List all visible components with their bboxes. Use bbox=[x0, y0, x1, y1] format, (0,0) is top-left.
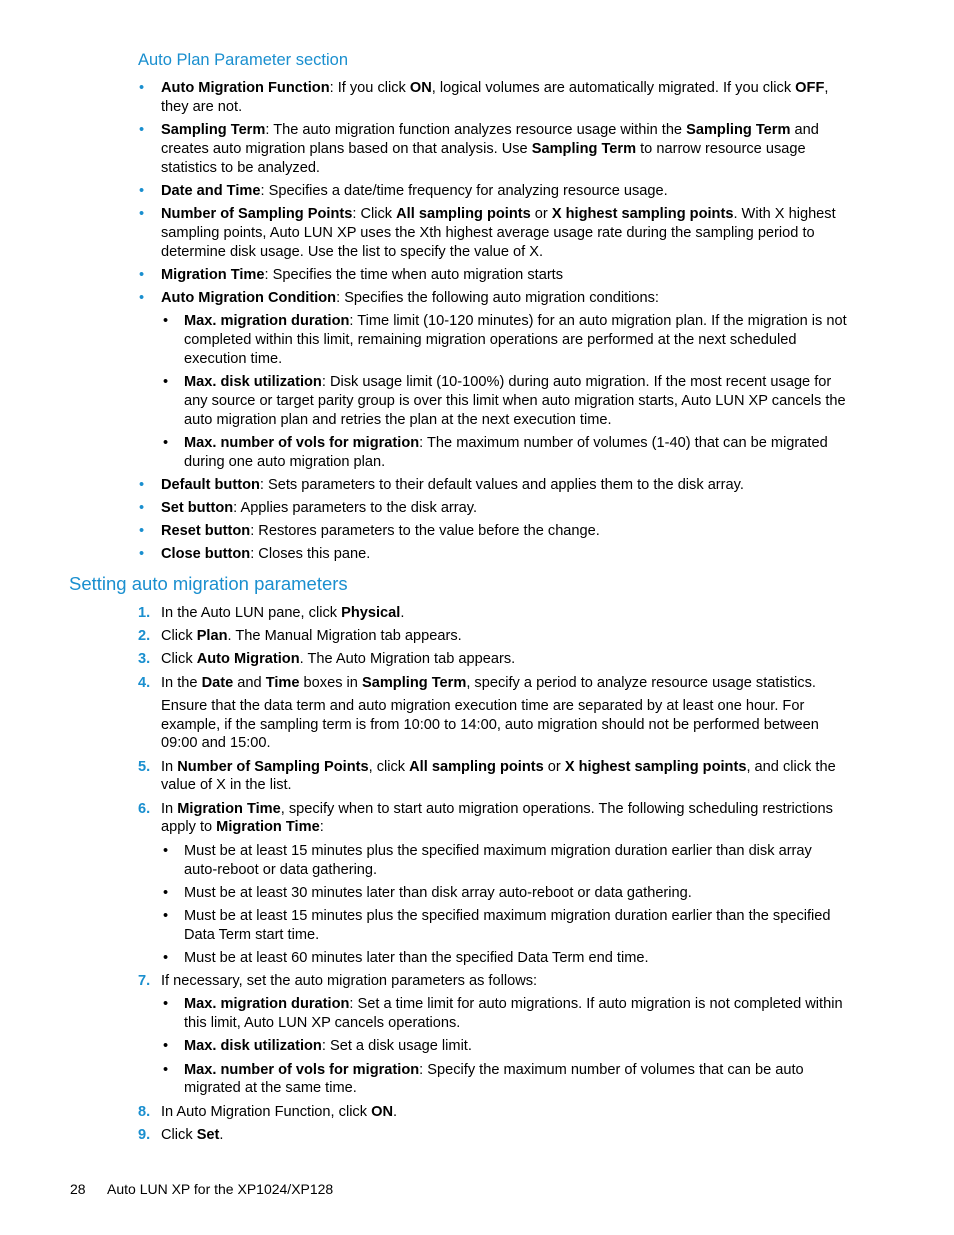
bold-term: Auto Migration bbox=[196, 651, 300, 668]
section-heading: Auto Plan Parameter section bbox=[138, 51, 349, 69]
item-text: Must be at least 60 minutes later than the specified Data Term end time. bbox=[184, 949, 649, 966]
list-item bbox=[138, 499, 848, 518]
bold-term: Sampling Term bbox=[686, 121, 791, 138]
step-text: Click Set. bbox=[161, 1126, 224, 1143]
step-note: Ensure that the data term and auto migration execution time are separated by at least one hour. For example, if the sampling term is from 10:00 to 14:00, auto migration should not be performed between 09:00 and 15:00. bbox=[161, 697, 819, 752]
sub-list bbox=[161, 995, 848, 1098]
bold-term: ON bbox=[371, 1103, 393, 1120]
step-number: 1. bbox=[138, 605, 151, 621]
bullet-marker: • bbox=[163, 884, 169, 901]
bullet-marker: • bbox=[139, 476, 145, 493]
procedure-heading: Setting auto migration parameters bbox=[69, 573, 348, 594]
item-text: Number of Sampling Points: Click All sampling points or X highest sampling points. With X highest sampling points, Auto LUN XP uses the Xth highest average usage rate during the sampling period to determine disk usage. Use the list to specify the value of X. bbox=[161, 205, 836, 260]
bold-term: All sampling points bbox=[409, 758, 544, 775]
bold-term: Reset button bbox=[161, 523, 251, 540]
step-text: In Migration Time, specify when to start auto migration operations. The following scheduling restrictions apply to Migration Time: bbox=[161, 800, 833, 836]
list-item bbox=[138, 121, 848, 177]
sub-list-item bbox=[161, 949, 848, 968]
bold-term: X highest sampling points bbox=[551, 205, 734, 222]
sub-list bbox=[161, 312, 848, 471]
step-text: Click Plan. The Manual Migration tab appears. bbox=[161, 628, 462, 645]
step-item bbox=[138, 972, 848, 1098]
bullet-marker: • bbox=[139, 80, 145, 96]
bold-term: Number of Sampling Points bbox=[161, 205, 353, 222]
step-text: In Number of Sampling Points, click All sampling points or X highest sampling points, and click the value of X in the list. bbox=[161, 758, 836, 794]
sub-list-item bbox=[161, 907, 848, 945]
parameter-list bbox=[138, 79, 848, 569]
step-number: 7. bbox=[138, 973, 151, 990]
list-item bbox=[138, 182, 848, 201]
step-text: If necessary, set the auto migration parameters as follows: bbox=[161, 973, 538, 990]
bullet-marker: • bbox=[139, 121, 145, 138]
bold-term: Migration Time bbox=[216, 819, 320, 836]
step-item bbox=[138, 758, 848, 796]
bold-term: Max. disk utilization bbox=[184, 1038, 322, 1055]
sub-list bbox=[161, 842, 848, 968]
list-item bbox=[138, 545, 848, 564]
bold-term: Physical bbox=[341, 605, 401, 621]
bullet-marker: • bbox=[139, 500, 145, 517]
bullet-marker: • bbox=[139, 182, 145, 199]
bold-term: Max. number of vols for migration bbox=[184, 1061, 420, 1078]
bullet-marker: • bbox=[139, 546, 145, 563]
bold-term: Default button bbox=[161, 476, 260, 493]
item-text: Max. disk utilization: Disk usage limit (10-100%) during auto migration. If the most recent usage for any source or target parity group is over this limit when auto migration starts, Auto LUN XP cancels the auto migration plan and retries the plan at the next execution time. bbox=[184, 374, 846, 428]
bold-term: Plan bbox=[196, 628, 228, 645]
list-item bbox=[138, 476, 848, 495]
bold-term: Auto Migration Condition bbox=[161, 289, 337, 306]
item-text: Max. migration duration: Time limit (10-120 minutes) for an auto migration plan. If the migration is not completed within this limit, remaining migration operations are performed at the next scheduled execution time. bbox=[184, 313, 847, 367]
sub-list-item bbox=[161, 1037, 848, 1056]
step-item bbox=[138, 800, 848, 968]
bold-term: Max. disk utilization bbox=[184, 374, 322, 390]
bold-term: Max. number of vols for migration bbox=[184, 434, 420, 451]
page-number: 28 bbox=[70, 1181, 86, 1197]
bullet-marker: • bbox=[139, 205, 145, 222]
bullet-marker: • bbox=[163, 842, 169, 859]
bullet-marker: • bbox=[163, 313, 169, 330]
bold-term: Date and Time bbox=[161, 182, 261, 199]
step-number: 8. bbox=[138, 1103, 151, 1120]
bold-term: Sampling Term bbox=[361, 674, 467, 691]
bullet-marker: • bbox=[163, 1061, 169, 1078]
list-item bbox=[138, 205, 848, 261]
bullet-marker: • bbox=[139, 266, 145, 283]
step-text: In Auto Migration Function, click ON. bbox=[161, 1103, 398, 1120]
bullet-marker: • bbox=[163, 949, 169, 966]
list-item bbox=[138, 266, 848, 285]
step-text: In the Date and Time boxes in Sampling Term, specify a period to analyze resource usage statistics. bbox=[161, 674, 816, 691]
sub-list-item bbox=[161, 842, 848, 880]
bold-term: Set bbox=[196, 1126, 220, 1143]
item-text: Max. disk utilization: Set a disk usage limit. bbox=[184, 1038, 472, 1055]
item-text: Max. migration duration: Set a time limit for auto migrations. If auto migration is not completed within this limit, Auto LUN XP cancels operations. bbox=[184, 996, 843, 1032]
item-text: Must be at least 15 minutes plus the specified maximum migration duration earlier than disk array auto-reboot or data gathering. bbox=[184, 842, 812, 878]
bold-term: Date bbox=[201, 674, 234, 691]
sub-list-item bbox=[161, 434, 848, 472]
bullet-marker: • bbox=[139, 289, 145, 306]
bullet-marker: • bbox=[163, 996, 169, 1013]
step-item bbox=[138, 1103, 848, 1122]
bullet-marker: • bbox=[163, 1038, 169, 1055]
bold-term: ON bbox=[409, 80, 432, 96]
bold-term: Max. migration duration bbox=[184, 313, 350, 330]
bold-term: Close button bbox=[161, 546, 251, 563]
sub-list-item bbox=[161, 1061, 848, 1099]
step-text: Click Auto Migration. The Auto Migration tab appears. bbox=[161, 651, 516, 668]
footer-title: Auto LUN XP for the XP1024/XP128 bbox=[107, 1181, 334, 1197]
bullet-marker: • bbox=[139, 523, 145, 540]
item-text: Sampling Term: The auto migration function analyzes resource usage within the Sampling Term and creates auto migration plans based on that analysis. Use Sampling Term to narrow resource usage statistics to be analyzed. bbox=[161, 121, 819, 176]
item-text: Max. number of vols for migration: Specify the maximum number of volumes that can be auto migrated at the same time. bbox=[184, 1061, 804, 1097]
list-item bbox=[138, 79, 848, 117]
bold-term: Max. migration duration bbox=[184, 996, 350, 1013]
item-text: Auto Migration Function: If you click ON, logical volumes are automatically migrated. If you click OFF, they are not. bbox=[161, 80, 829, 115]
step-number: 9. bbox=[138, 1126, 151, 1143]
step-number: 2. bbox=[138, 628, 151, 645]
bold-term: Sampling Term bbox=[161, 121, 266, 138]
item-text: Max. number of vols for migration: The maximum number of volumes (1-40) that can be migrated during one auto migration plan. bbox=[184, 434, 828, 470]
bold-term: Auto Migration Function bbox=[161, 80, 330, 96]
step-item bbox=[138, 674, 848, 754]
item-text: Reset button: Restores parameters to the value before the change. bbox=[161, 523, 600, 540]
bullet-marker: • bbox=[163, 434, 169, 451]
bold-term: OFF bbox=[795, 80, 825, 96]
item-text: Must be at least 30 minutes later than disk array auto-reboot or data gathering. bbox=[184, 884, 692, 901]
sub-list-item bbox=[161, 884, 848, 903]
bold-term: Number of Sampling Points bbox=[177, 758, 369, 775]
bold-term: All sampling points bbox=[396, 205, 531, 222]
step-number: 4. bbox=[138, 674, 151, 691]
sub-list-item bbox=[161, 373, 848, 429]
list-item bbox=[138, 522, 848, 541]
step-number: 3. bbox=[138, 651, 151, 668]
item-text: Default button: Sets parameters to their default values and applies them to the disk array. bbox=[161, 476, 744, 493]
bold-term: Sampling Term bbox=[531, 140, 637, 157]
bold-term: Migration Time bbox=[177, 800, 281, 817]
procedure-steps bbox=[138, 604, 848, 1149]
step-item bbox=[138, 627, 848, 646]
page-footer bbox=[70, 1180, 333, 1199]
bullet-marker: • bbox=[163, 907, 169, 924]
step-number: 6. bbox=[138, 800, 151, 817]
bold-term: X highest sampling points bbox=[564, 758, 747, 775]
bold-term: Set button bbox=[161, 500, 234, 517]
item-text: Auto Migration Condition: Specifies the following auto migration conditions: bbox=[161, 289, 659, 306]
sub-list-item bbox=[161, 995, 848, 1033]
item-text: Must be at least 15 minutes plus the specified maximum migration duration earlier than the specified Data Term start time. bbox=[184, 907, 831, 943]
item-text: Migration Time: Specifies the time when auto migration starts bbox=[161, 266, 564, 283]
step-item bbox=[138, 1126, 848, 1145]
item-text: Date and Time: Specifies a date/time frequency for analyzing resource usage. bbox=[161, 182, 668, 199]
step-number: 5. bbox=[138, 758, 151, 775]
item-text: Set button: Applies parameters to the disk array. bbox=[161, 500, 478, 517]
list-item bbox=[138, 289, 848, 471]
bullet-marker: • bbox=[163, 374, 169, 390]
item-text: Close button: Closes this pane. bbox=[161, 546, 371, 563]
step-text: In the Auto LUN pane, click Physical. bbox=[161, 605, 405, 621]
sub-list-item bbox=[161, 312, 848, 368]
bold-term: Migration Time bbox=[161, 266, 265, 283]
bold-term: Time bbox=[265, 674, 300, 691]
step-item bbox=[138, 604, 848, 623]
step-item bbox=[138, 650, 848, 669]
